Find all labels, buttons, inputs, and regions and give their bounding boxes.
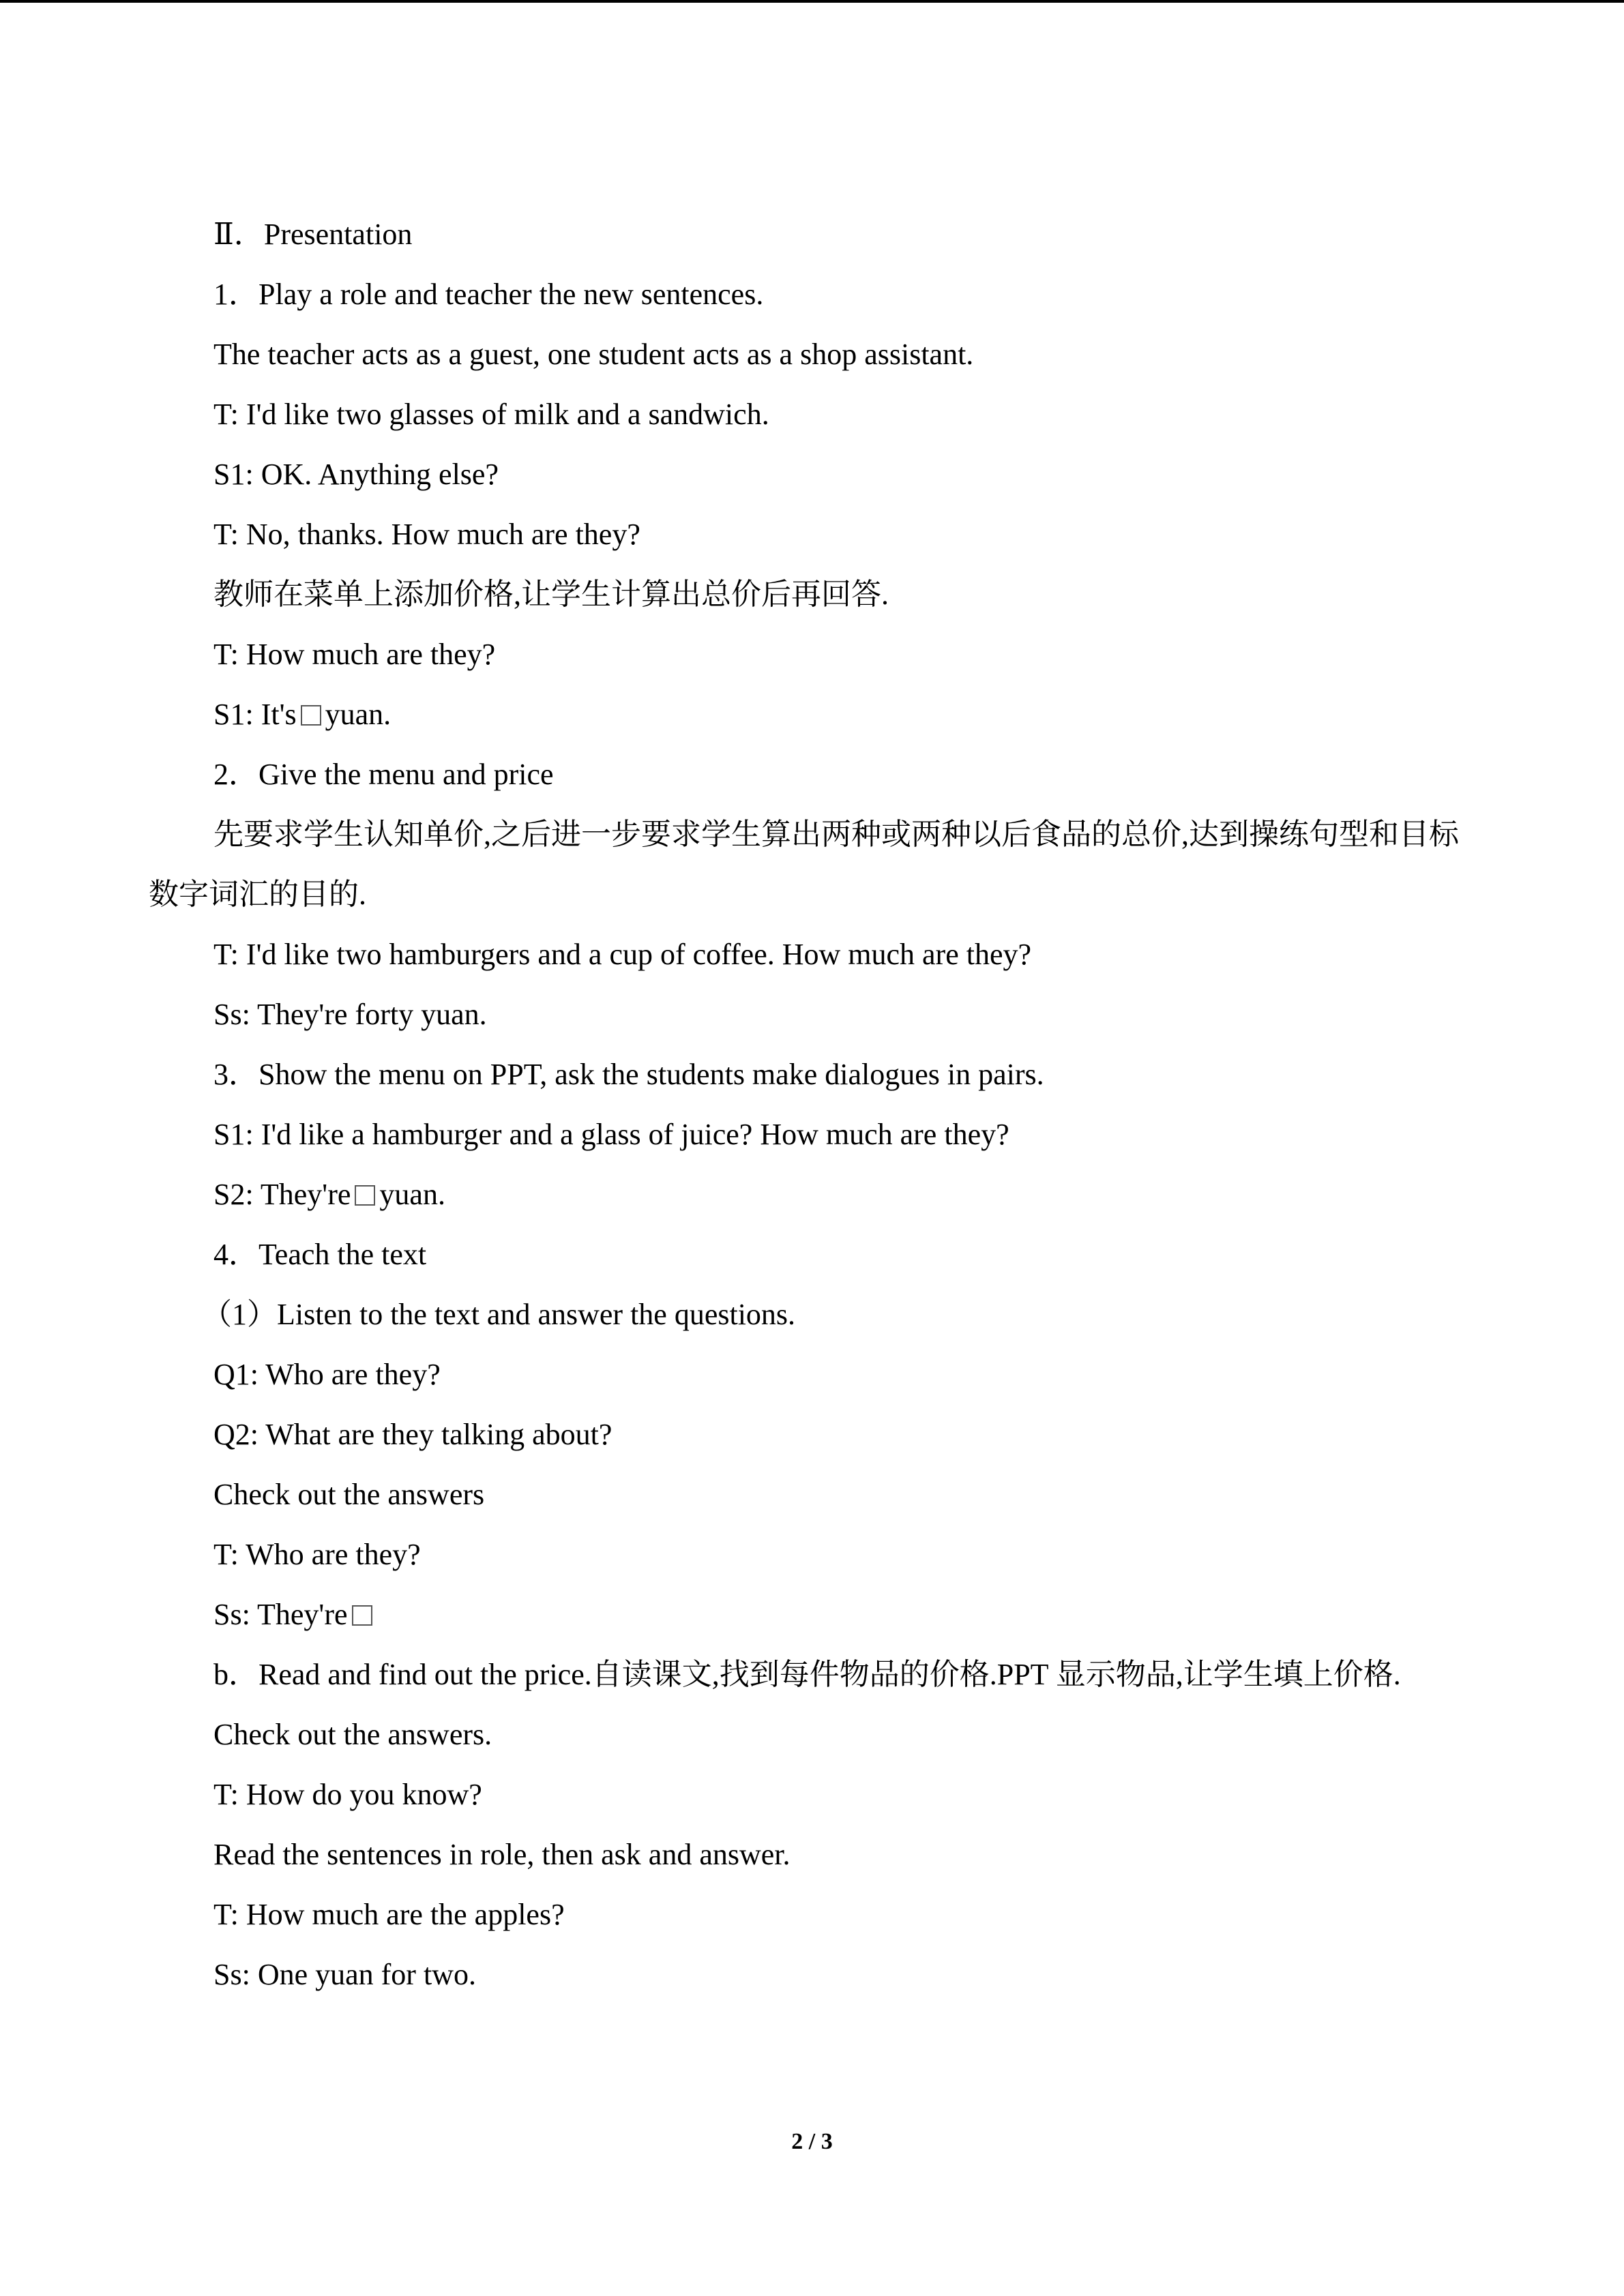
dialogue-line: S1: OK. Anything else? <box>213 458 499 491</box>
dialogue-line: T: How much are they? <box>213 638 496 671</box>
dialogue-text: S1: It's <box>213 698 297 731</box>
chinese-paragraph: 先要求学生认知单价,之后进一步要求学生算出两种或两种以后食品的总价,达到操练句型和目标数字词汇的目的. <box>149 818 1459 911</box>
blank-box-icon <box>355 1185 375 1206</box>
dialogue-line: Ss: One yuan for two. <box>213 1958 476 1991</box>
dialogue-line: T: Who are they? <box>213 1538 421 1571</box>
dialogue-line <box>149 1585 1486 1645</box>
dialogue-line <box>149 1165 1486 1225</box>
text-line: The teacher acts as a guest, one student acts as a shop assistant. <box>213 338 974 371</box>
text-line: Check out the answers. <box>213 1718 492 1751</box>
dialogue-line: Ss: They're forty yuan. <box>213 998 487 1031</box>
dialogue-text: Ss: They're <box>213 1598 348 1631</box>
text-line: Check out the answers <box>213 1478 485 1511</box>
dialogue-line <box>149 685 1486 745</box>
step-heading: 3．Show the menu on PPT, ask the students make dialogues in pairs. <box>213 1058 1044 1091</box>
text-line: Read the sentences in role, then ask and answer. <box>213 1838 791 1871</box>
section-heading: Ⅱ．Presentation <box>213 218 413 251</box>
sub-step-heading: （1）Listen to the text and answer the questions. <box>202 1298 796 1331</box>
blank-box-icon <box>352 1605 372 1626</box>
dialogue-line: S1: I'd like a hamburger and a glass of juice? How much are they? <box>213 1118 1009 1151</box>
step-heading: 1．Play a role and teacher the new sentences. <box>213 278 764 311</box>
mixed-paragraph: b．Read and find out the price.自读课文,找到每件物品的价格.PPT 显示物品,让学生填上价格. <box>213 1658 1401 1691</box>
dialogue-text: yuan. <box>379 1178 445 1211</box>
dialogue-line: T: How much are the apples? <box>213 1898 565 1931</box>
question-line: Q1: Who are they? <box>213 1358 441 1391</box>
blank-box-icon <box>301 705 321 726</box>
chinese-note: 教师在菜单上添加价格,让学生计算出总价后再回答. <box>213 578 889 611</box>
dialogue-text: yuan. <box>325 698 392 731</box>
page-top-border <box>0 0 1624 3</box>
document-body <box>149 205 1486 2005</box>
dialogue-line: T: No, thanks. How much are they? <box>213 518 640 551</box>
step-heading: 4．Teach the text <box>213 1238 427 1271</box>
dialogue-line: T: I'd like two glasses of milk and a sandwich. <box>213 398 769 431</box>
dialogue-text: S2: They're <box>213 1178 351 1211</box>
step-heading: 2．Give the menu and price <box>213 758 554 791</box>
page-number: 2 / 3 <box>791 2129 833 2154</box>
dialogue-line: T: How do you know? <box>213 1778 482 1811</box>
question-line: Q2: What are they talking about? <box>213 1418 612 1451</box>
dialogue-line: T: I'd like two hamburgers and a cup of coffee. How much are they? <box>213 938 1032 971</box>
